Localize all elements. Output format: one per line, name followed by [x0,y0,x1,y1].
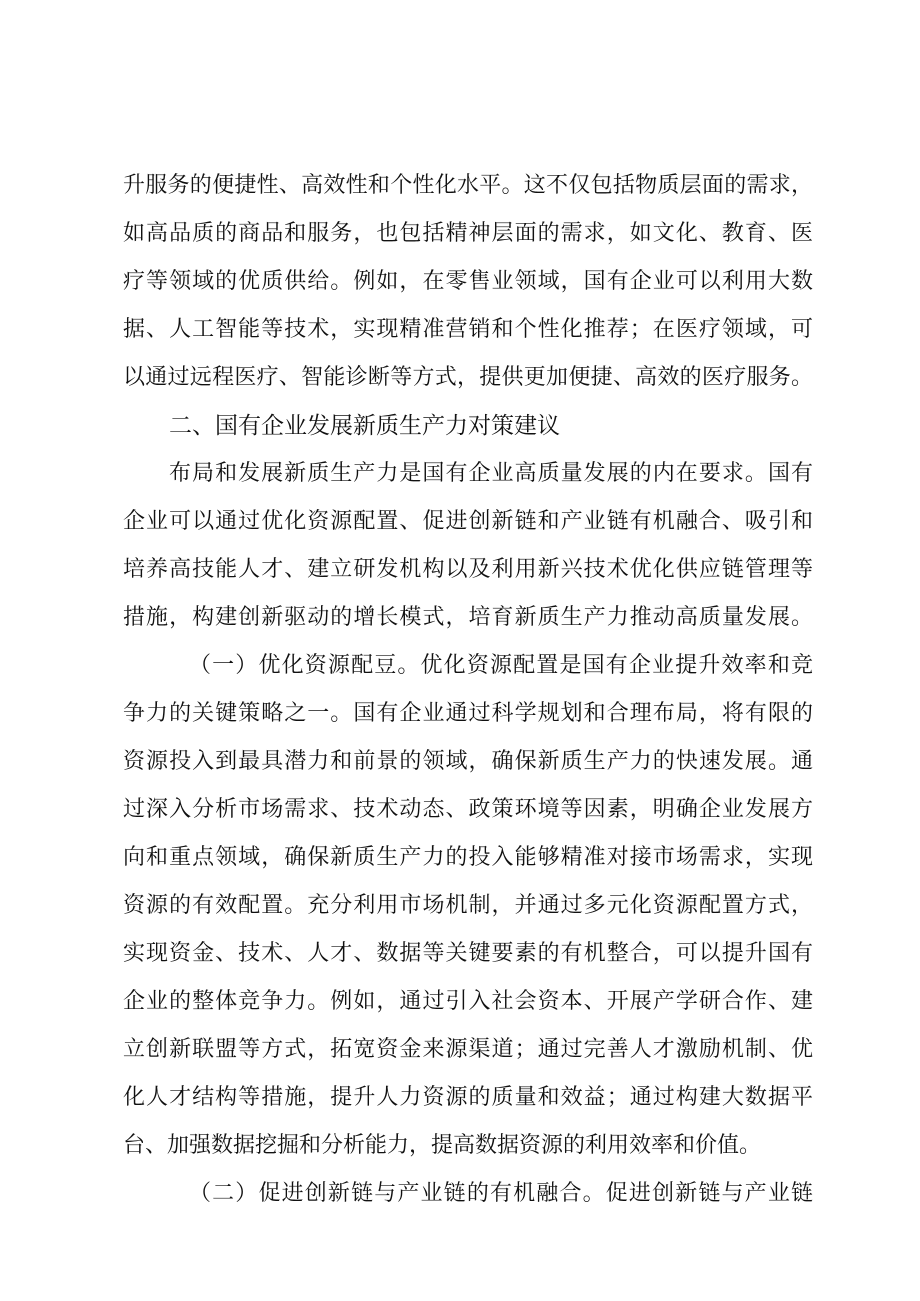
text-line: 企业的整体竞争力。例如，通过引入社会资本、开展产学研合作、建 [123,989,813,1014]
text-line: 据、人工智能等技术，实现精准营销和个性化推荐；在医疗领域，可 [123,317,813,342]
text-line: 化人才结构等措施，提升人力资源的质量和效益；通过构建大数据平 [123,1085,813,1110]
text-line: 布局和发展新质生产力是国有企业高质量发展的内在要求。国有 [169,461,813,486]
text-line: 立创新联盟等方式，拓宽资金来源渠道；通过完善人才激励机制、优 [123,1037,813,1062]
paragraph-1 [123,162,813,402]
text-line: 台、加强数据挖掘和分析能力，提高数据资源的利用效率和价值。 [123,1133,762,1158]
text-line: 企业可以通过优化资源配置、促进创新链和产业链有机融合、吸引和 [123,509,813,534]
text-line: 资源的有效配置。充分利用市场机制，并通过多元化资源配置方式， [123,893,813,918]
text-line: 如高品质的商品和服务，也包括精神层面的需求，如文化、教育、医 [123,221,813,246]
paragraph-3 [123,642,813,1170]
section-heading: 二、国有企业发展新质生产力对策建议 [169,413,560,439]
document-body [123,162,813,1218]
paragraph-4 [123,1170,813,1218]
paragraph-2 [123,450,813,642]
text-line: 实现资金、技术、人才、数据等关键要素的有机整合，可以提升国有 [123,941,813,966]
text-line: 过深入分析市场需求、技术动态、政策环境等因素，明确企业发展方 [123,797,813,822]
text-line: 以通过远程医疗、智能诊断等方式，提供更加便捷、高效的医疗服务。 [123,365,813,390]
text-line: 疗等领域的优质供给。例如，在零售业领域，国有企业可以利用大数 [123,269,813,294]
text-line: （二）促进创新链与产业链的有机融合。促进创新链与产业链 [189,1181,813,1206]
text-line: 向和重点领域，确保新质生产力的投入能够精准对接市场需求，实现 [123,845,813,870]
text-line: 措施，构建创新驱动的增长模式，培育新质生产力推动高质量发展。 [123,605,813,630]
text-line: （一）优化资源配豆。优化资源配置是国有企业提升效率和竞 [189,653,813,678]
text-line: 争力的关键策略之一。国有企业通过科学规划和合理布局，将有限的 [123,701,813,726]
text-line: 升服务的便捷性、高效性和个性化水平。这不仅包括物质层面的需求， [123,173,813,198]
text-line: 培养高技能人才、建立研发机构以及利用新兴技术优化供应链管理等 [123,557,813,582]
text-line: 资源投入到最具潜力和前景的领域，确保新质生产力的快速发展。通 [123,749,813,774]
